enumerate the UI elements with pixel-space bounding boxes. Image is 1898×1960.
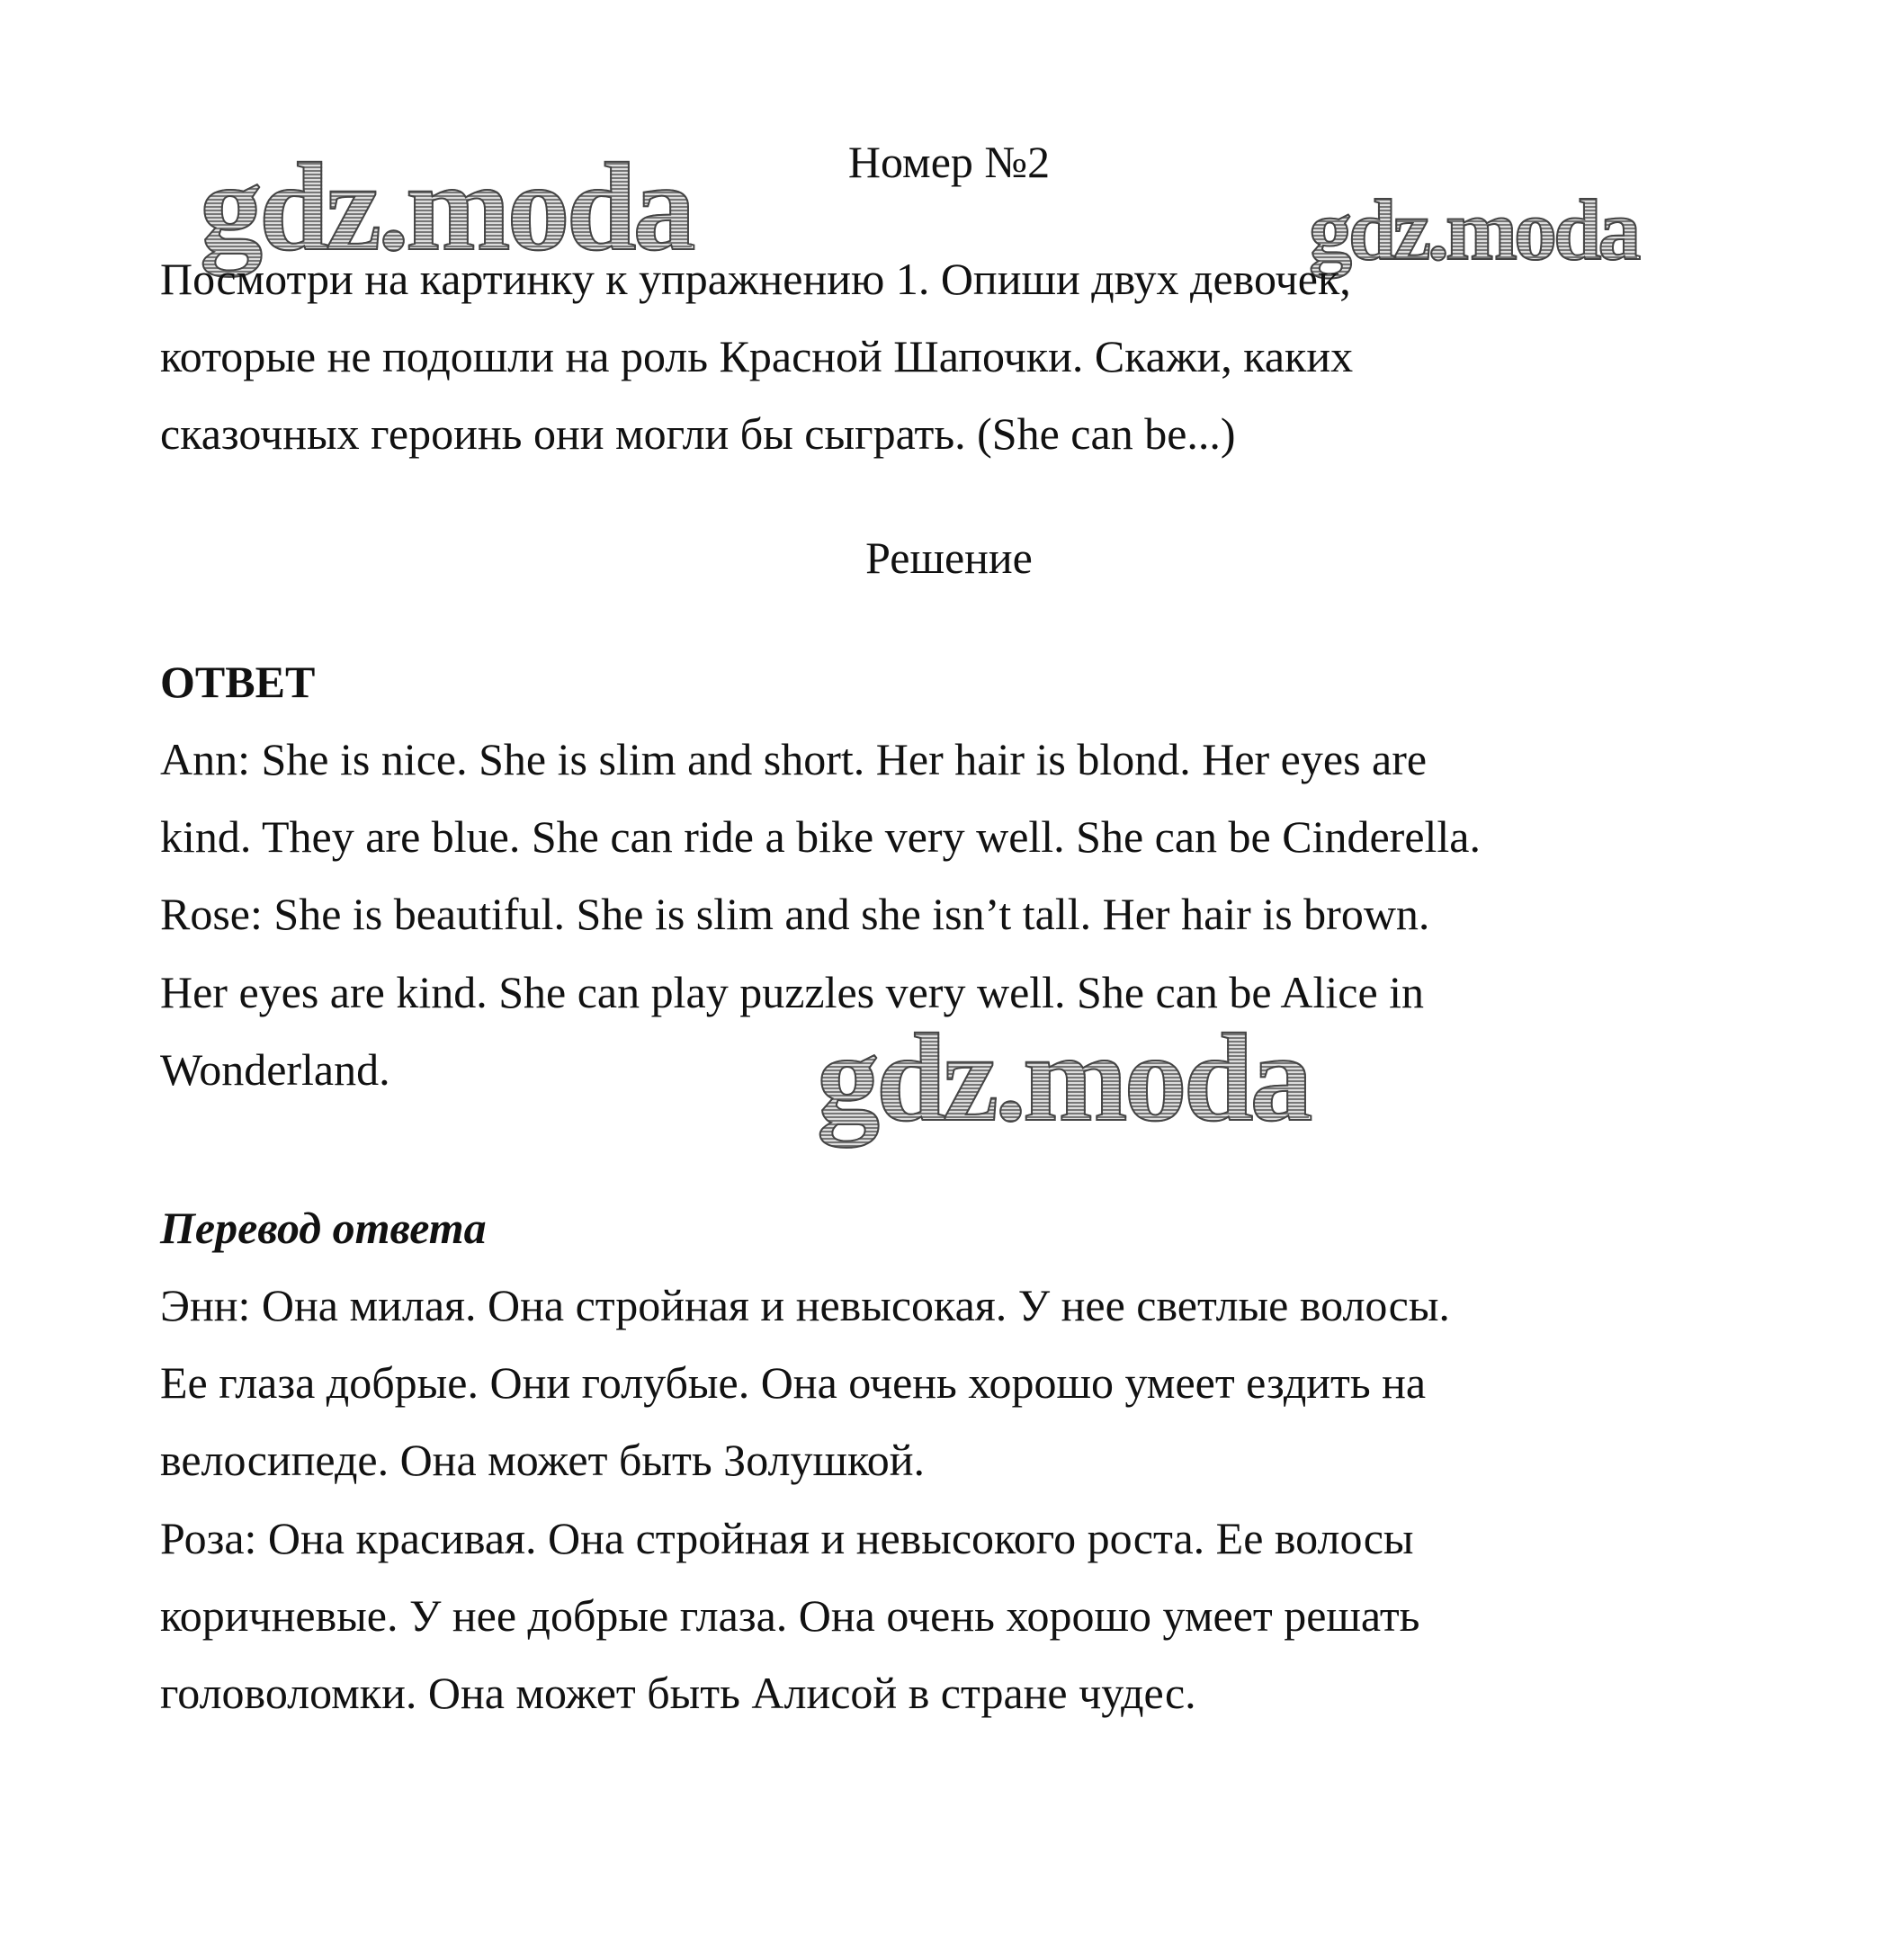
answer-heading: ОТВЕТ <box>160 657 316 707</box>
translation-line: Ее глаза добрые. Они голубые. Она очень хорошо умеет ездить на <box>160 1357 1427 1408</box>
answer-line: Wonderland. <box>160 1044 390 1095</box>
watermark: gdz.moda <box>1309 182 1638 278</box>
translation-line: головоломки. Она может быть Алисой в стране чудес. <box>160 1668 1196 1718</box>
translation-line: Роза: Она красивая. Она стройная и невысокого роста. Ее волосы <box>160 1513 1414 1563</box>
page-title: Номер №2 <box>847 137 1051 187</box>
question-line: которые не подошли на роль Красной Шапочки. Скажи, каких <box>160 331 1354 381</box>
answer-line: Ann: She is nice. She is slim and short. Her hair is blond. Her eyes are <box>160 734 1428 784</box>
answer-line: Rose: She is beautiful. She is slim and she isn’t tall. Her hair is brown. <box>160 889 1430 939</box>
watermark: gdz.moda <box>200 135 692 280</box>
watermark: gdz.moda <box>817 1006 1309 1150</box>
answer-line: kind. They are blue. She can ride a bike very well. She can be Cinderella. <box>160 811 1481 862</box>
translation-line: велосипеде. Она может быть Золушкой. <box>160 1435 925 1485</box>
translation-line: Энн: Она милая. Она стройная и невысокая. У нее светлые волосы. <box>160 1280 1450 1330</box>
question-line: Посмотри на картинку к упражнению 1. Опиши двух девочек, <box>160 254 1351 304</box>
translation-line: коричневые. У нее добрые глаза. Она очень хорошо умеет решать <box>160 1590 1420 1641</box>
translation-heading: Перевод ответа <box>160 1203 487 1253</box>
solution-heading: Решение <box>865 533 1033 583</box>
question-line: сказочных героинь они могли бы сыграть. (She can be...) <box>160 408 1236 459</box>
answer-line: Her eyes are kind. She can play puzzles very well. She can be Alice in <box>160 967 1425 1017</box>
